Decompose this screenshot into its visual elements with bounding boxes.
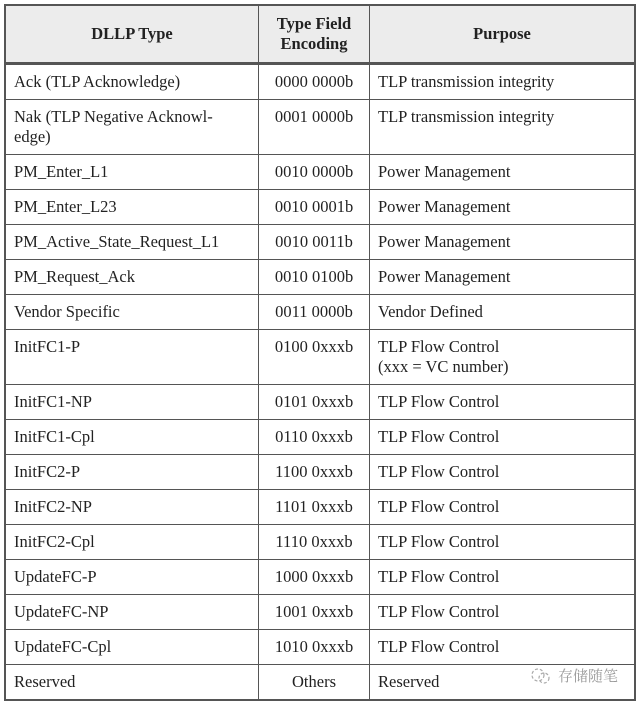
table-row: [5, 420, 635, 455]
encoding-text: 1110 0xxxb: [275, 532, 353, 551]
type-text: Ack (TLP Acknowledge): [14, 72, 181, 91]
purpose-text: Power Management: [378, 232, 511, 251]
cell-dllp-type: [5, 190, 259, 225]
purpose-text: TLP Flow Control: [378, 392, 500, 411]
cell-dllp-type: [5, 595, 259, 630]
type-text: Vendor Specific: [14, 302, 120, 321]
purpose-text: TLP transmission integrity: [378, 107, 555, 126]
watermark: [530, 665, 618, 686]
encoding-text: 0001 0000b: [274, 107, 354, 126]
table-row: [5, 455, 635, 490]
purpose-text: TLP Flow Control: [378, 532, 500, 551]
encoding-text: 0000 0000b: [274, 72, 354, 91]
table-row: [5, 225, 635, 260]
cell-encoding: [259, 455, 370, 490]
table-row: [5, 630, 635, 665]
purpose-text: TLP Flow Control: [378, 602, 500, 621]
purpose-text: TLP Flow Control: [378, 567, 500, 586]
cell-encoding: [259, 560, 370, 595]
encoding-text: 1001 0xxxb: [274, 602, 354, 621]
cell-dllp-type: [5, 490, 259, 525]
encoding-text: 0010 0100b: [274, 267, 354, 286]
encoding-text: 0010 0000b: [274, 162, 354, 181]
header-line: Encoding: [280, 34, 348, 53]
cell-dllp-type: [5, 525, 259, 560]
encoding-text: 0010 0001b: [274, 197, 354, 216]
table-row: [5, 490, 635, 525]
type-text: InitFC1-P: [14, 337, 81, 356]
purpose-text: TLP Flow Control: [378, 427, 500, 446]
cell-purpose: [370, 420, 636, 455]
purpose-text: Power Management: [378, 267, 511, 286]
cell-encoding: [259, 665, 370, 701]
type-text: PM_Active_State_Request_L1: [14, 232, 220, 251]
cell-dllp-type: [5, 100, 259, 155]
cell-purpose: [370, 260, 636, 295]
cell-dllp-type: [5, 295, 259, 330]
dllp-type-table: [4, 4, 636, 701]
type-text: InitFC1-Cpl: [14, 427, 95, 446]
cell-encoding: [259, 420, 370, 455]
wechat-icon: [530, 667, 552, 685]
type-text: Nak (TLP Negative Acknowl-: [14, 107, 213, 126]
encoding-text: 0101 0xxxb: [274, 392, 354, 411]
encoding-text: 0110 0xxxb: [275, 427, 353, 446]
cell-purpose: [370, 525, 636, 560]
purpose-text: TLP Flow Control: [378, 637, 500, 656]
cell-encoding: [259, 525, 370, 560]
table-row: [5, 385, 635, 420]
purpose-text: TLP Flow Control: [378, 462, 500, 481]
type-text: UpdateFC-Cpl: [14, 637, 112, 656]
cell-purpose: [370, 630, 636, 665]
cell-dllp-type: [5, 225, 259, 260]
table-row: [5, 190, 635, 225]
cell-purpose: [370, 100, 636, 155]
header-dllp-type: DLLP Type: [5, 5, 259, 64]
cell-encoding: [259, 225, 370, 260]
table-row: [5, 560, 635, 595]
table-row: [5, 595, 635, 630]
type-text: UpdateFC-NP: [14, 602, 109, 621]
encoding-text: 1100 0xxxb: [275, 462, 353, 481]
cell-purpose: [370, 225, 636, 260]
table-header-row: [5, 5, 635, 64]
cell-dllp-type: [5, 260, 259, 295]
cell-dllp-type: [5, 560, 259, 595]
encoding-text: 1101 0xxxb: [275, 497, 353, 516]
cell-encoding: [259, 295, 370, 330]
cell-encoding: [259, 385, 370, 420]
cell-encoding: [259, 64, 370, 100]
header-purpose: Purpose: [370, 5, 636, 64]
encoding-text: 1010 0xxxb: [274, 637, 354, 656]
cell-encoding: [259, 155, 370, 190]
cell-purpose: [370, 595, 636, 630]
encoding-text: 1000 0xxxb: [274, 567, 354, 586]
cell-dllp-type: [5, 64, 259, 100]
cell-encoding: [259, 190, 370, 225]
table-row: [5, 330, 635, 385]
cell-dllp-type: [5, 385, 259, 420]
encoding-text: Others: [292, 672, 336, 691]
table-row: [5, 64, 635, 100]
cell-dllp-type: [5, 630, 259, 665]
cell-encoding: [259, 490, 370, 525]
purpose-text: TLP Flow Control: [378, 497, 500, 516]
table-row: [5, 100, 635, 155]
cell-purpose: [370, 330, 636, 385]
type-text: UpdateFC-P: [14, 567, 97, 586]
encoding-text: 0010 0011b: [275, 232, 353, 251]
encoding-text: 0011 0000b: [275, 302, 353, 321]
table-row: [5, 260, 635, 295]
encoding-text: 0100 0xxxb: [274, 337, 354, 356]
cell-purpose: [370, 190, 636, 225]
cell-dllp-type: [5, 665, 259, 701]
cell-encoding: [259, 260, 370, 295]
cell-purpose: [370, 560, 636, 595]
table-row: [5, 155, 635, 190]
type-text: Reserved: [14, 672, 76, 691]
type-text: InitFC1-NP: [14, 392, 92, 411]
purpose-text: Vendor Defined: [378, 302, 483, 321]
cell-encoding: [259, 595, 370, 630]
cell-encoding: [259, 330, 370, 385]
cell-purpose: [370, 295, 636, 330]
cell-dllp-type: [5, 455, 259, 490]
cell-dllp-type: [5, 155, 259, 190]
type-text: edge): [14, 127, 51, 146]
type-text: PM_Enter_L1: [14, 162, 109, 181]
header-type-field-encoding: [259, 5, 370, 64]
purpose-text: Power Management: [378, 162, 511, 181]
purpose-text: Reserved: [378, 672, 440, 691]
cell-encoding: [259, 630, 370, 665]
header-line: Type Field: [276, 14, 352, 33]
purpose-text: TLP Flow Control: [378, 337, 500, 356]
type-text: InitFC2-NP: [14, 497, 92, 516]
watermark-text: 存储随笔: [557, 667, 618, 685]
cell-purpose: [370, 155, 636, 190]
purpose-text: Power Management: [378, 197, 511, 216]
cell-dllp-type: [5, 330, 259, 385]
table-row: [5, 295, 635, 330]
cell-purpose: [370, 64, 636, 100]
type-text: PM_Request_Ack: [14, 267, 135, 286]
type-text: InitFC2-Cpl: [14, 532, 95, 551]
purpose-note: (xxx = VC number): [378, 357, 509, 376]
purpose-text: TLP transmission integrity: [378, 72, 555, 91]
cell-purpose: [370, 455, 636, 490]
cell-dllp-type: [5, 420, 259, 455]
cell-purpose: [370, 385, 636, 420]
table-row: [5, 525, 635, 560]
cell-encoding: [259, 100, 370, 155]
type-text: InitFC2-P: [14, 462, 81, 481]
type-text: PM_Enter_L23: [14, 197, 117, 216]
cell-purpose: [370, 490, 636, 525]
